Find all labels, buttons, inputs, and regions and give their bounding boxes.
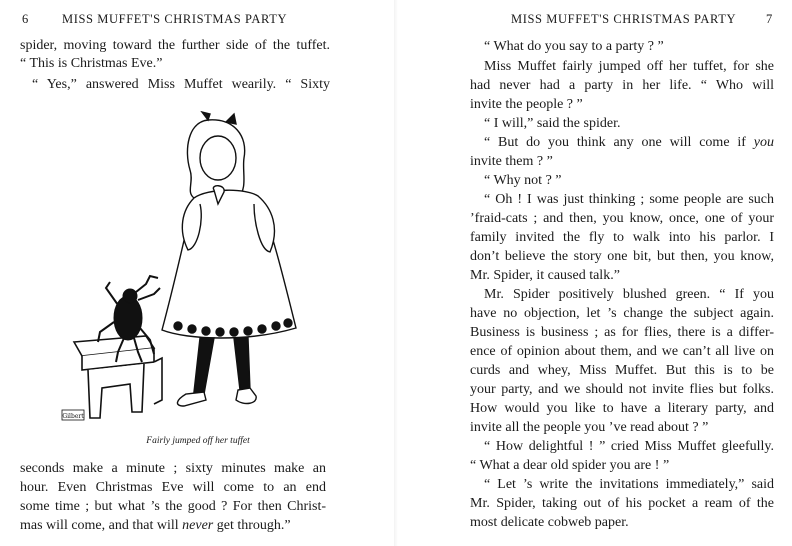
text-line: “ Oh ! I was just thinking ; some people are such xyxy=(484,192,774,207)
girl-figure xyxy=(162,112,296,406)
text-line: spider, moving toward the further side of the tuffet. xyxy=(20,38,330,53)
text-line: “ This is Christmas Eve.” xyxy=(20,56,163,71)
text-line: “ Why not ? ” xyxy=(484,173,562,188)
text-line: “ Let ’s write the invitations immediately,” said xyxy=(484,477,774,492)
text-line: curds and whey, Miss Muffet. But this is to be xyxy=(470,363,774,378)
text-line: family invited the fly to walk into his parlor. I xyxy=(470,230,774,245)
text-line: had never had a party in her life. “ Who will xyxy=(470,78,774,93)
text-line: How would you like to have a literary party, and xyxy=(470,401,774,416)
text-line: your party, and we should not invite flies but folks. xyxy=(470,382,774,397)
text-line: invite the people ? ” xyxy=(470,97,583,112)
text-line: Mr. Spider positively blushed green. “ If you xyxy=(484,287,774,302)
text-line: “ What do you say to a party ? ” xyxy=(484,39,664,54)
text-line: Miss Muffet fairly jumped off her tuffet, for she xyxy=(484,59,774,74)
right-page xyxy=(396,0,792,546)
text-line: seconds make a minute ; sixty minutes make an xyxy=(20,461,326,476)
text-line: Mr. Spider, taking out of his pocket a ream of the xyxy=(470,496,774,511)
miss-muffet-illustration xyxy=(58,100,308,430)
text-line: some time ; but what ’s the good ? For then Christ- xyxy=(20,499,326,514)
text-line: ence of opinion about them, and we can’t all live on xyxy=(470,344,774,359)
illustration-caption: Fairly jumped off her tuffet xyxy=(146,436,250,446)
text-line: most delicate cobweb paper. xyxy=(470,515,629,530)
right-page-number: 7 xyxy=(766,12,773,26)
left-page-number: 6 xyxy=(22,12,29,26)
right-running-title: MISS MUFFET'S CHRISTMAS PARTY xyxy=(511,12,737,26)
artist-signature: Gilbert xyxy=(62,413,84,420)
text-line: don’t believe the story one bit, but then, you know, xyxy=(470,249,774,264)
text-line: Business is business ; as for flies, there is a differ- xyxy=(470,325,774,340)
text-line: “ What a dear old spider you are ! ” xyxy=(470,458,670,473)
text-line: “ But do you think any one will come if you xyxy=(484,135,775,150)
text-line: have no objection, let ’s change the subject again. xyxy=(470,306,774,321)
text-line: “ Yes,” answered Miss Muffet wearily. “ Sixty xyxy=(32,77,330,92)
text-line: “ How delightful ! ” cried Miss Muffet gleefully. xyxy=(484,439,774,454)
left-running-title: MISS MUFFET'S CHRISTMAS PARTY xyxy=(62,12,288,26)
text-line: ’fraid-cats ; and then, you know, once, one of your xyxy=(470,211,774,226)
tuffet-stool xyxy=(74,336,162,418)
text-line: mas will come, and that will never get through.” xyxy=(20,518,291,533)
text-line: “ I will,” said the spider. xyxy=(484,116,621,131)
text-line: invite all the people you ’ve read about ? ” xyxy=(470,420,709,435)
text-line: invite them ? ” xyxy=(470,154,553,169)
text-line: Mr. Spider, it caused talk.” xyxy=(470,268,620,283)
text-line: hour. Even Christmas Eve will come to an end xyxy=(20,480,326,495)
